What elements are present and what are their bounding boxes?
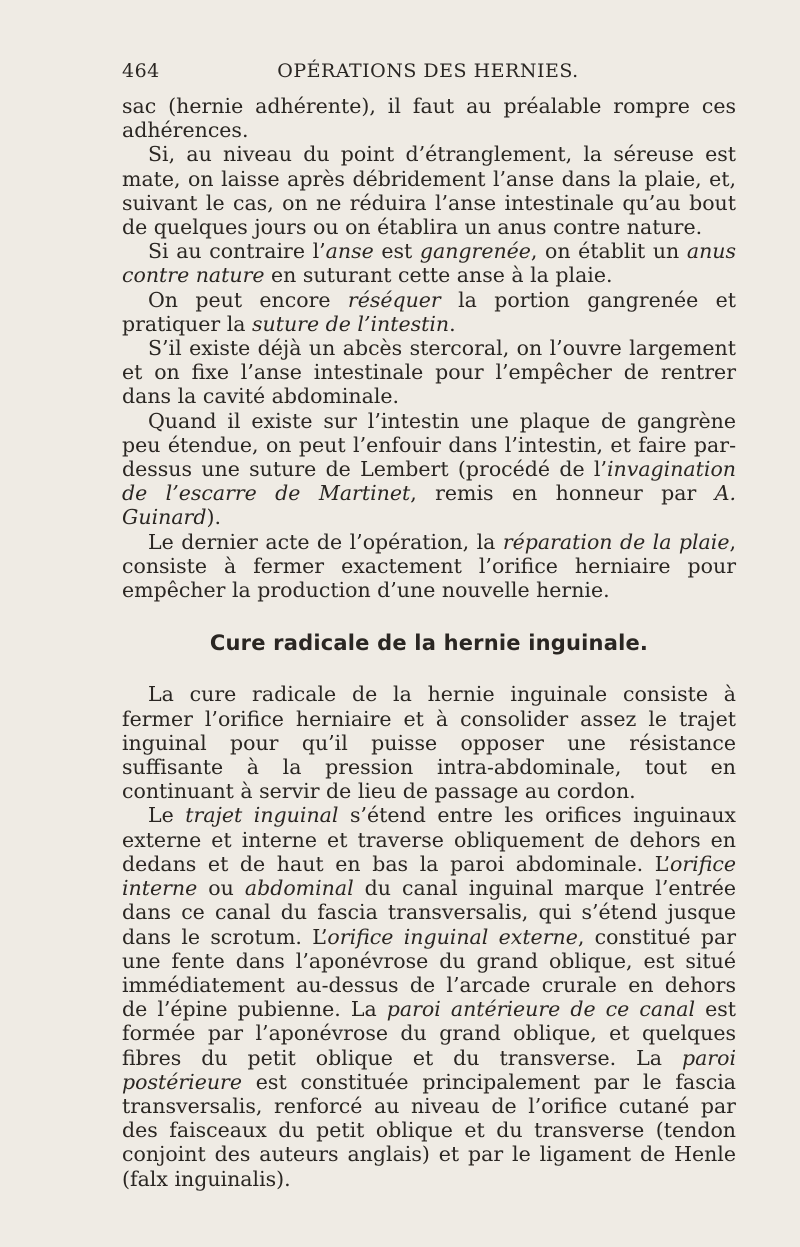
page-body bbox=[122, 94, 736, 1191]
emphasis: orifice inguinal externe bbox=[327, 924, 578, 949]
paragraph: Quand il existe sur l’intestin une plaque de gangrène peu étendue, on peut l’enfouir dans l’intestin, et faire par-dessus une suture de Lembert (procédé de l’invagination de l’escarre de Martinet, remis en honneur par A. Guinard). bbox=[122, 408, 737, 530]
running-header bbox=[122, 60, 734, 90]
paragraph: La cure radicale de la hernie inguinale consiste à fermer l’orifice herniaire et à consolider assez le trajet inguinal pour qu’il puisse opposer une résistance suffisante à la pression intra-abdominale, tout en continuant à servir de lieu de passage au cordon. bbox=[122, 682, 736, 804]
paragraph: Le trajet inguinal s’étend entre les orifices inguinaux externe et interne et traverse obliquement de dehors en dedans et de haut en bas la paroi abdominale. L’orifice interne ou abdominal du canal inguinal marque l’entrée dans ce canal du fascia transversalis, qui s’étend jusque dans le scrotum. L’orifice inguinal externe, constitué par une fente dans l’aponévrose du grand oblique, est situé immédiatement au-dessus de l’arcade crurale en dehors de l’épine pubienne. La paroi antérieure de ce canal est formée par l’aponévrose du grand oblique, et quelques fibres du petit oblique et du transverse. La paroi postérieure est constituée principalement par le fascia transversalis, renforcé au niveau de l’orifice cutané par des faisceaux du petit oblique et du transverse (tendon conjoint des auteurs anglais) et par le ligament de Henle (falx inguinalis). bbox=[122, 803, 737, 1191]
emphasis: A. Guinard bbox=[122, 481, 737, 530]
paragraph: S’il existe déjà un abcès stercoral, on l’ouvre largement et on fixe l’anse intestinale pour l’empêcher de rentrer dans la cavité abdominale. bbox=[122, 336, 736, 409]
page-number: 464 bbox=[122, 60, 160, 82]
emphasis: invagination de l’escarre de Martinet bbox=[122, 457, 736, 506]
emphasis: trajet inguinal bbox=[185, 803, 339, 828]
paragraph: sac (hernie adhérente), il faut au préalable rompre ces adhérences. bbox=[122, 94, 736, 143]
paragraph: On peut encore réséquer la portion gangrenée et pratiquer la suture de l’intestin. bbox=[122, 287, 737, 336]
paragraph: Le dernier acte de l’opération, la réparation de la plaie, consiste à fermer exactement l’orifice herniaire pour empêcher la production d’une nouvelle hernie. bbox=[122, 529, 737, 603]
emphasis: suture de l’intestin bbox=[252, 311, 450, 336]
emphasis: anse bbox=[325, 239, 374, 264]
emphasis: anus contre nature bbox=[122, 239, 736, 288]
emphasis: réparation de la plaie bbox=[502, 529, 730, 554]
section-heading: Cure radicale de la hernie inguinale. bbox=[209, 631, 649, 656]
emphasis: abdominal bbox=[244, 876, 354, 901]
emphasis: orifice interne bbox=[122, 851, 736, 901]
paragraph: Si au contraire l’anse est gangrenée, on établit un anus contre nature en suturant cette anse à la plaie. bbox=[122, 239, 736, 288]
running-title: OPÉRATIONS DES HERNIES. bbox=[277, 60, 579, 82]
paragraph: Si, au niveau du point d’étranglement, la séreuse est mate, on laisse après débridement l’anse dans la plaie, et, suivant le cas, on ne réduira l’anse intestinale qu’au bout de quelques jours ou on établira un anus contre nature. bbox=[122, 142, 736, 240]
emphasis: gangrenée bbox=[419, 239, 531, 264]
emphasis: paroi postérieure bbox=[122, 1045, 736, 1094]
emphasis: paroi antérieure de ce canal bbox=[386, 997, 696, 1022]
emphasis: réséquer bbox=[347, 287, 441, 312]
